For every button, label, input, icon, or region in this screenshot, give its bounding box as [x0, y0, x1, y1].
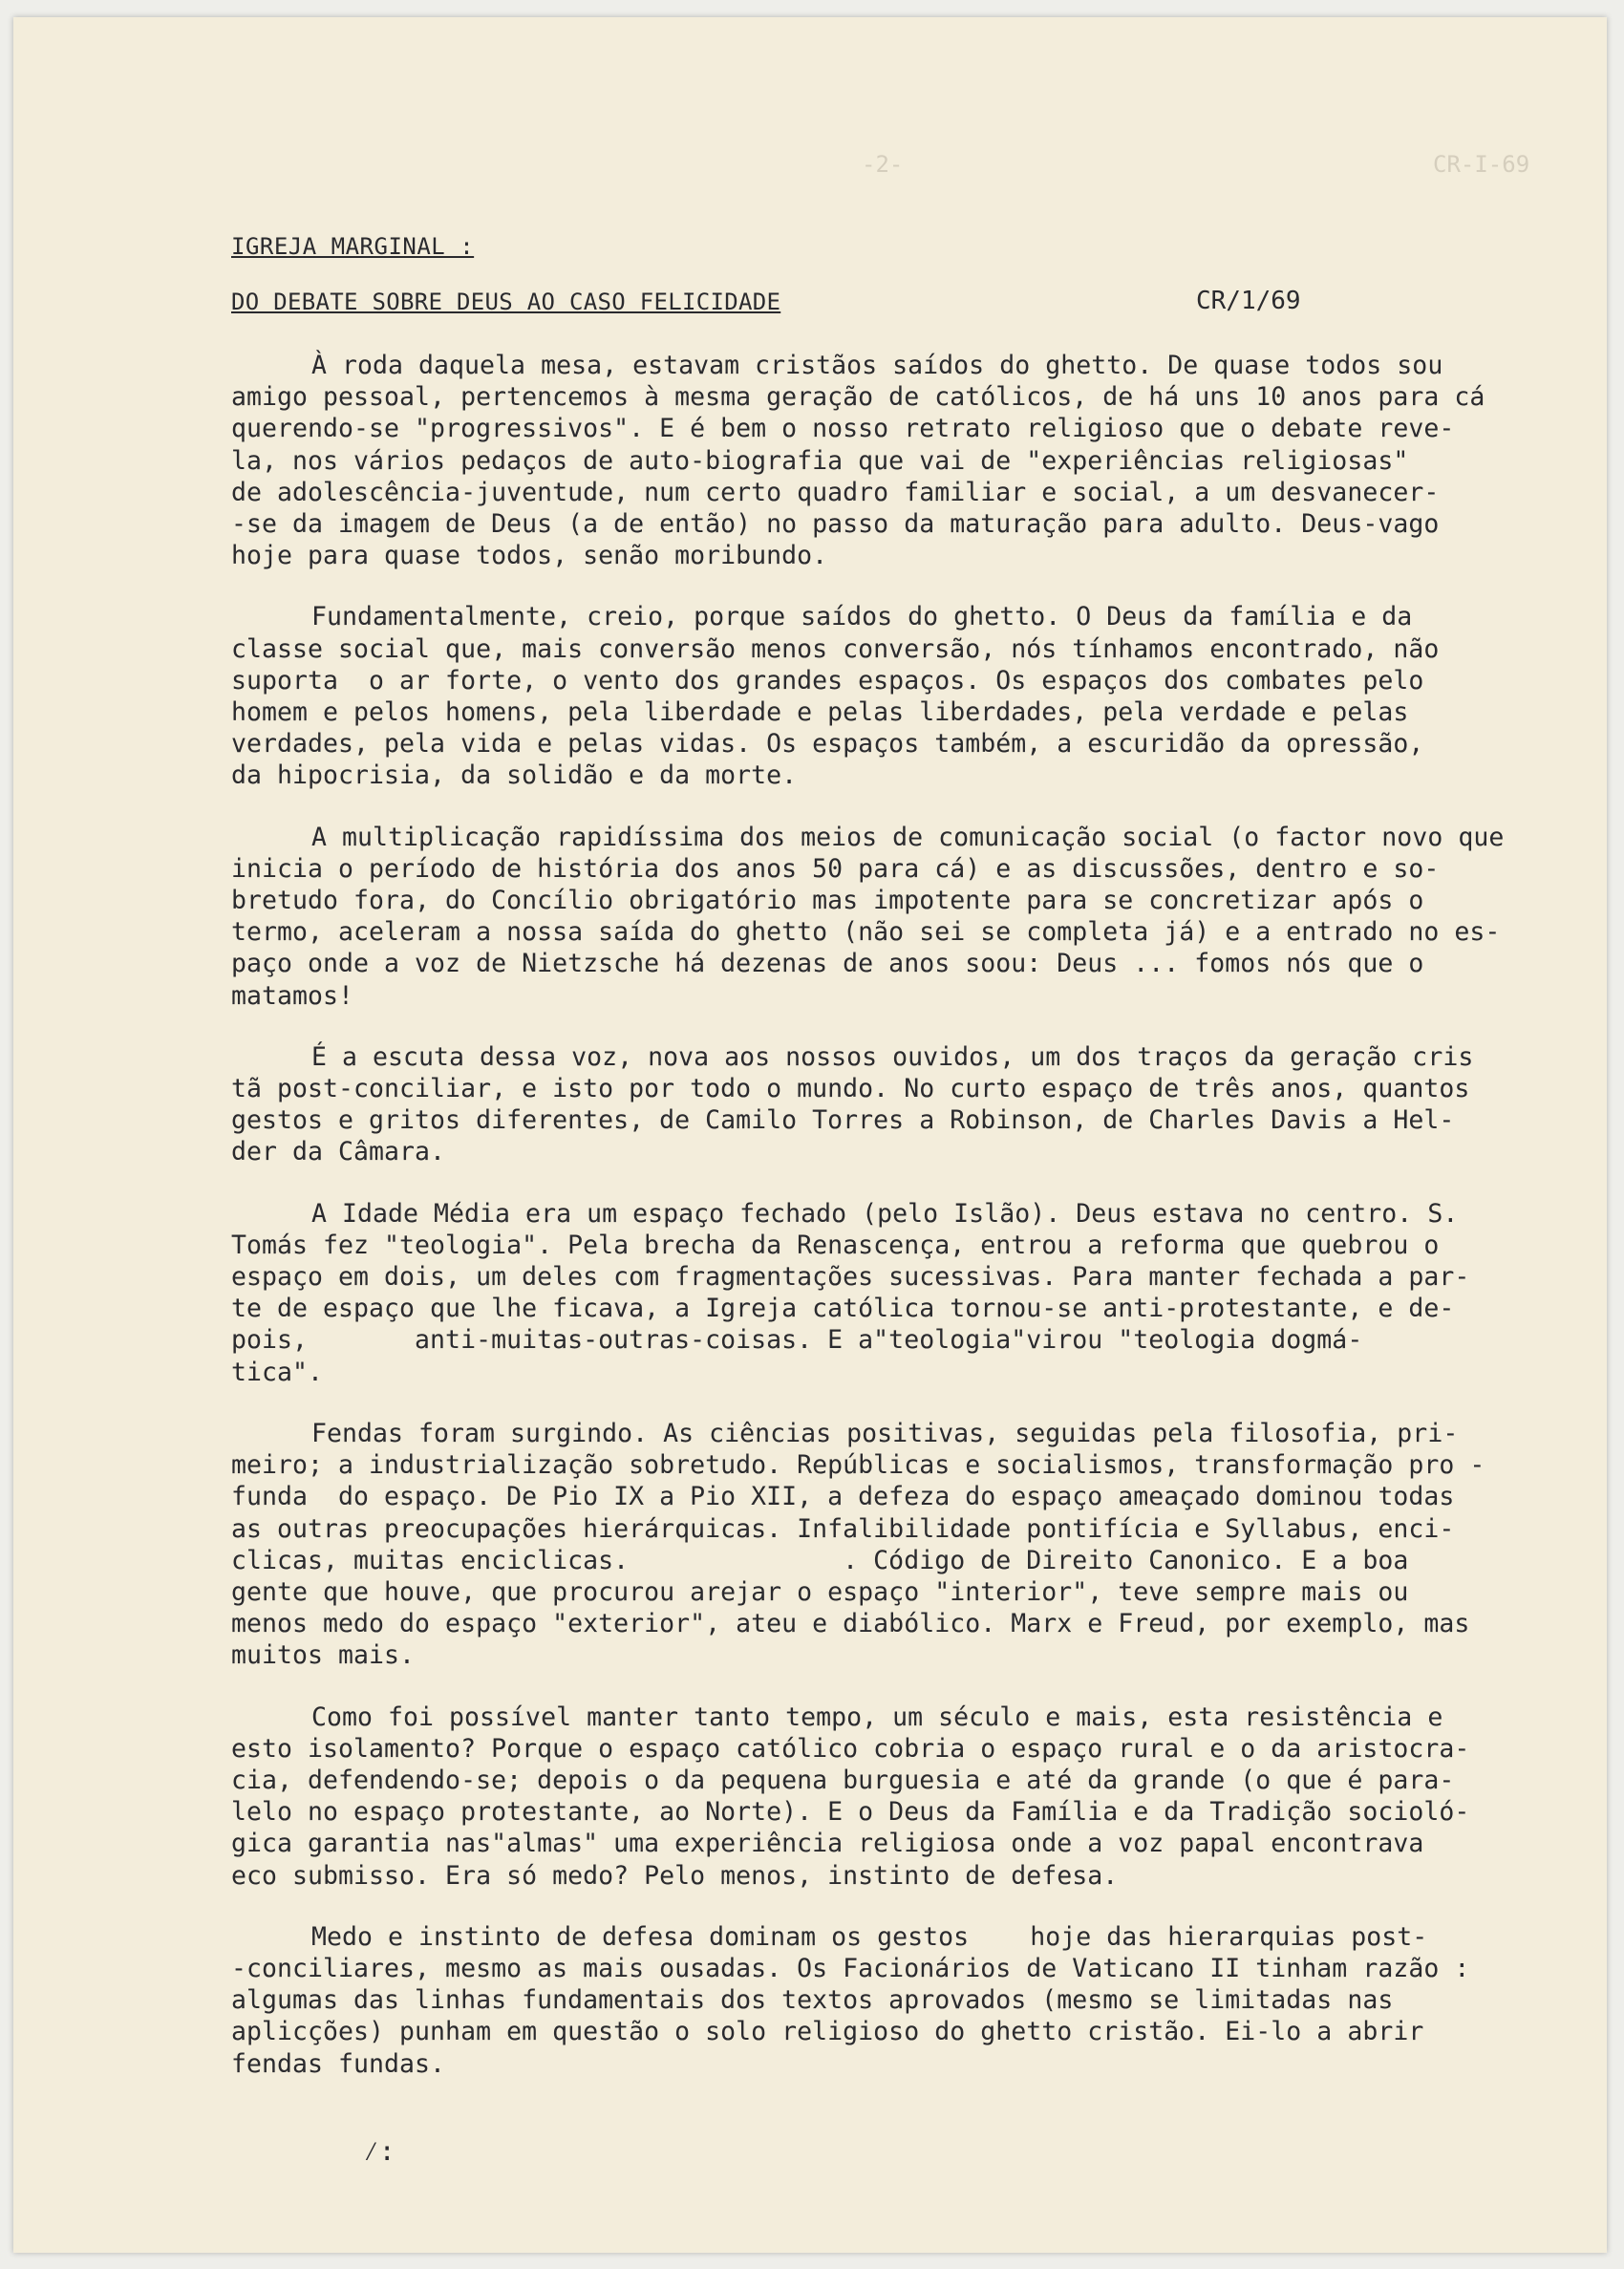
text-line: aplicções) punham em questão o solo religioso do ghetto cristão. Ei-lo a abrir — [231, 2017, 1424, 2047]
text-line: tica". — [231, 1357, 324, 1387]
text-line: termo, aceleram a nossa saída do ghetto (não sei se completa já) e a entrado no es- — [231, 917, 1501, 948]
text-line: querendo-se "progressivos". E é bem o nosso retrato religioso que o debate reve- — [231, 414, 1455, 444]
text-line: meiro; a industrialização sobretudo. Repúblicas e socialismos, transformação pro - — [231, 1450, 1485, 1481]
text-line: Fendas foram surgindo. As ciências positivas, seguidas pela filosofia, pri- — [311, 1418, 1459, 1448]
text-line: Medo e instinto de defesa dominam os gestos hoje das hierarquias post- — [311, 1921, 1428, 1952]
text-line: funda do espaço. De Pio IX a Pio XII, a defeza do espaço ameaçado dominou todas — [231, 1482, 1455, 1512]
paragraph — [231, 1702, 1540, 1892]
text-line: -conciliares, mesmo as mais ousadas. Os Facionários de Vaticano II tinham razão : — [231, 1953, 1470, 1983]
text-line: clicas, muitas enciclicas. . Código de Direito Canonico. E a boa — [231, 1545, 1409, 1575]
hand-mark: ⁄: — [363, 2135, 395, 2167]
text-line: espaço em dois, um deles com fragmentações sucessivas. Para manter fechada a par- — [231, 1262, 1470, 1293]
document-reference: CR/1/69 — [1196, 287, 1301, 315]
bleed-through-reference: CR-I-69 — [1433, 151, 1530, 178]
text-line: as outras preocupações hierárquicas. Infalibilidade pontifícia e Syllabus, enci- — [231, 1513, 1455, 1544]
title-row — [231, 289, 1378, 321]
document-header — [231, 233, 1378, 321]
text-line: Tomás fez "teologia". Pela brecha da Renascença, entrou a reforma que quebrou o — [231, 1230, 1440, 1260]
text-line: fendas fundas. — [231, 2048, 446, 2079]
text-line: gica garantia nas"almas" uma experiência religiosa onde a voz papal encontrava — [231, 1829, 1424, 1859]
text-line: Fundamentalmente, creio, porque saídos do ghetto. O Deus da família e da — [311, 602, 1413, 632]
text-line: lelo no espaço protestante, ao Norte). E o Deus da Família e da Tradição socioló- — [231, 1797, 1470, 1828]
text-line: Como foi possível manter tanto tempo, um século e mais, esta resistência e — [311, 1702, 1443, 1732]
text-line: der da Câmara. — [231, 1137, 446, 1167]
document-body — [231, 350, 1540, 2109]
text-line: paço onde a voz de Nietzsche há dezenas de anos soou: Deus ... fomos nós que o — [231, 949, 1424, 979]
paragraph — [231, 1041, 1540, 1168]
text-line: cia, defendendo-se; depois o da pequena burguesia e até da grande (o que é para- — [231, 1765, 1455, 1795]
text-line: -se da imagem de Deus (a de então) no passo da maturação para adulto. Deus-vago — [231, 509, 1440, 540]
text-line: amigo pessoal, pertencemos à mesma geração de católicos, de há uns 10 anos para cá — [231, 382, 1485, 413]
text-line: A Idade Média era um espaço fechado (pelo Islão). Deus estava no centro. S. — [311, 1198, 1459, 1229]
text-line: inicia o período de história dos anos 50 para cá) e as discussões, dentro e so- — [231, 853, 1440, 884]
text-line: la, nos vários pedaços de auto-biografia que vai de "experiências religiosas" — [231, 445, 1409, 476]
document-title: DO DEBATE SOBRE DEUS AO CASO FELICIDADE — [231, 289, 781, 315]
text-line: A multiplicação rapidíssima dos meios de comunicação social (o factor novo que — [311, 822, 1505, 852]
text-line: menos medo do espaço "exterior", ateu e diabólico. Marx e Freud, por exemplo, mas — [231, 1609, 1470, 1639]
text-line: matamos! — [231, 980, 354, 1011]
text-line: de adolescência-juventude, num certo quadro familiar e social, a um desvanecer- — [231, 477, 1440, 507]
text-line: suporta o ar forte, o vento dos grandes espaços. Os espaços dos combates pelo — [231, 665, 1424, 696]
text-line: homem e pelos homens, pela liberdade e pelas liberdades, pela verdade e pelas — [231, 697, 1409, 728]
text-line: É a escuta dessa voz, nova aos nossos ouvidos, um dos traços da geração cris — [311, 1041, 1474, 1072]
paragraph — [231, 1198, 1540, 1388]
text-line: pois, anti-muitas-outras-coisas. E a"teologia"virou "teologia dogmá- — [231, 1325, 1363, 1356]
paragraph — [231, 350, 1540, 571]
paragraph — [231, 1418, 1540, 1672]
text-line: tã post-conciliar, e isto por todo o mundo. No curto espaço de três anos, quantos — [231, 1074, 1470, 1104]
text-line: te de espaço que lhe ficava, a Igreja católica tornou-se anti-protestante, e de- — [231, 1294, 1455, 1324]
text-line: À roda daquela mesa, estavam cristãos saídos do ghetto. De quase todos sou — [311, 351, 1443, 380]
paragraph — [231, 822, 1540, 1012]
text-line: muitos mais. — [231, 1640, 416, 1671]
page-number: -2- — [862, 151, 904, 178]
text-line: esto isolamento? Porque o espaço católico cobria o espaço rural e o da aristocra- — [231, 1733, 1470, 1764]
text-line: gestos e gritos diferentes, de Camilo Torres a Robinson, de Charles Davis a Hel- — [231, 1105, 1455, 1136]
text-line: hoje para quase todos, senão moribundo. — [231, 541, 828, 571]
text-line: classe social que, mais conversão menos conversão, nós tínhamos encontrado, não — [231, 633, 1440, 664]
series-title: IGREJA MARGINAL : — [231, 233, 475, 260]
text-line: gente que houve, que procurou arejar o espaço "interior", teve sempre mais ou — [231, 1576, 1409, 1607]
text-line: eco submisso. Era só medo? Pelo menos, instinto de defesa. — [231, 1860, 1119, 1891]
text-line: verdades, pela vida e pelas vidas. Os espaços também, a escuridão da opressão, — [231, 729, 1424, 760]
text-line: bretudo fora, do Concílio obrigatório mas impotente para se concretizar após o — [231, 886, 1424, 916]
text-line: algumas das linhas fundamentais dos textos aprovados (mesmo se limitadas nas — [231, 1985, 1394, 2016]
text-line: da hipocrisia, da solidão e da morte. — [231, 760, 798, 791]
paragraph — [231, 1921, 1540, 2080]
paragraph — [231, 601, 1540, 791]
